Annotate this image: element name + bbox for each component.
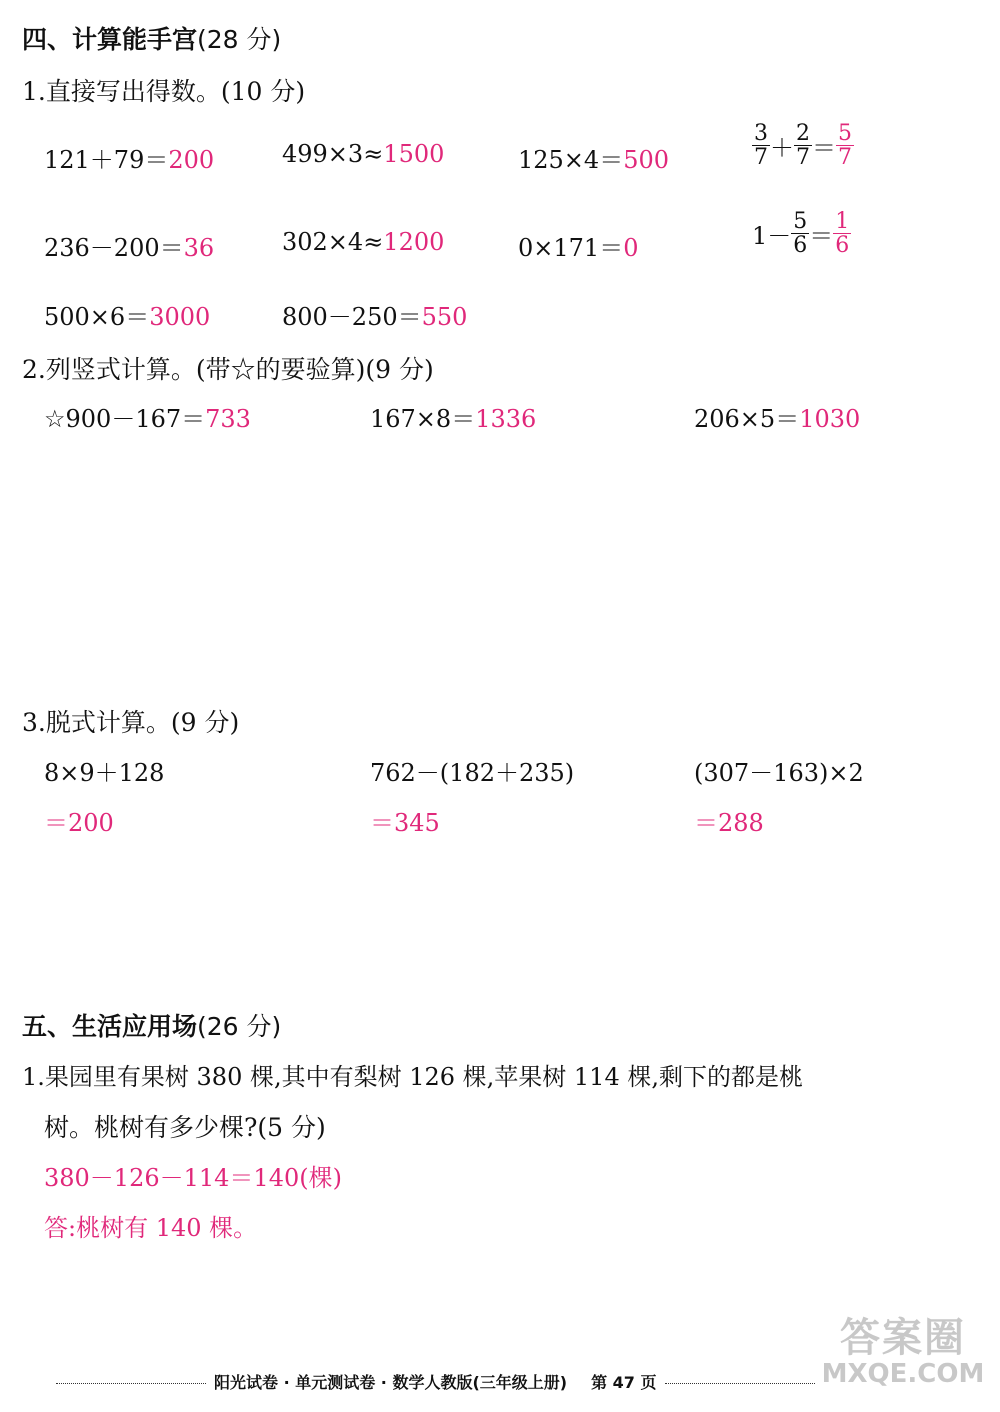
page-footer [48, 1370, 823, 1393]
s5-q1-answer: 答:桃树有 140 棵。 [44, 1214, 258, 1242]
watermark-logo [818, 1306, 988, 1389]
q1-item-4: 236－200＝36 [44, 234, 215, 262]
q2-title: 2.列竖式计算。(带☆的要验算)(9 分) [22, 355, 434, 384]
q1-fraction-difference: 1－ $\frac{5}{6}$ ＝ $\frac{1}{6}$ [752, 209, 850, 259]
q3-title: 3.脱式计算。(9 分) [22, 708, 240, 737]
section-4-score: (28 分) [197, 25, 282, 54]
footer-dots-left [56, 1383, 206, 1384]
watermark-top: 答案圈 [840, 1315, 966, 1361]
s5-q1-calculation: 380－126－114＝140(棵) [44, 1164, 342, 1192]
q1-item-5: 302×4≈1200 [282, 228, 445, 256]
q3-item-1-expr: 8×9＋128 [44, 759, 165, 787]
q1-item-1: 121＋79＝200 [44, 146, 215, 174]
q2-item-2: 167×8＝1336 [370, 405, 537, 433]
section-4-heading [22, 20, 281, 56]
q1-fraction-sum: $\frac{3}{7}$ ＋ $\frac{2}{7}$ ＝ $\frac{5}{7}$ [754, 121, 852, 171]
watermark-bottom: MXQE.COM [821, 1359, 985, 1389]
q3-item-2-answer: ＝345 [370, 809, 440, 837]
q2-item-3: 206×5＝1030 [694, 405, 861, 433]
page-number: 第 47 页 [591, 1373, 657, 1392]
s5-q1-line1: 1.果园里有果树 380 棵,其中有梨树 126 棵,苹果树 114 棵,剩下的都是桃 [22, 1063, 803, 1091]
footer-dots-right [665, 1383, 815, 1384]
q1-item-3: 125×4＝500 [518, 146, 669, 174]
section-5-heading [22, 1007, 281, 1043]
q3-item-3-expr: (307－163)×2 [694, 759, 864, 787]
q1-title: 1.直接写出得数。(10 分) [22, 77, 306, 106]
q1-item-2: 499×3≈1500 [282, 140, 445, 168]
q1-item-8: 800－250＝550 [282, 303, 468, 331]
q2-item-1: ☆900－167＝733 [44, 405, 251, 433]
section-5-score: (26 分) [197, 1012, 282, 1041]
s5-q1-line2: 树。桃树有多少棵?(5 分) [44, 1113, 326, 1142]
q3-item-1-answer: ＝200 [44, 809, 114, 837]
q3-item-2-expr: 762－(182＋235) [370, 759, 575, 787]
q3-item-3-answer: ＝288 [694, 809, 764, 837]
q1-item-6: 0×171＝0 [518, 234, 639, 262]
footer-text: 阳光试卷 · 单元测试卷 · 数学人教版(三年级上册) [214, 1373, 568, 1392]
section-4-title: 四、计算能手宫 [22, 25, 198, 54]
q1-item-7: 500×6＝3000 [44, 303, 211, 331]
section-5-title: 五、生活应用场 [22, 1012, 198, 1041]
